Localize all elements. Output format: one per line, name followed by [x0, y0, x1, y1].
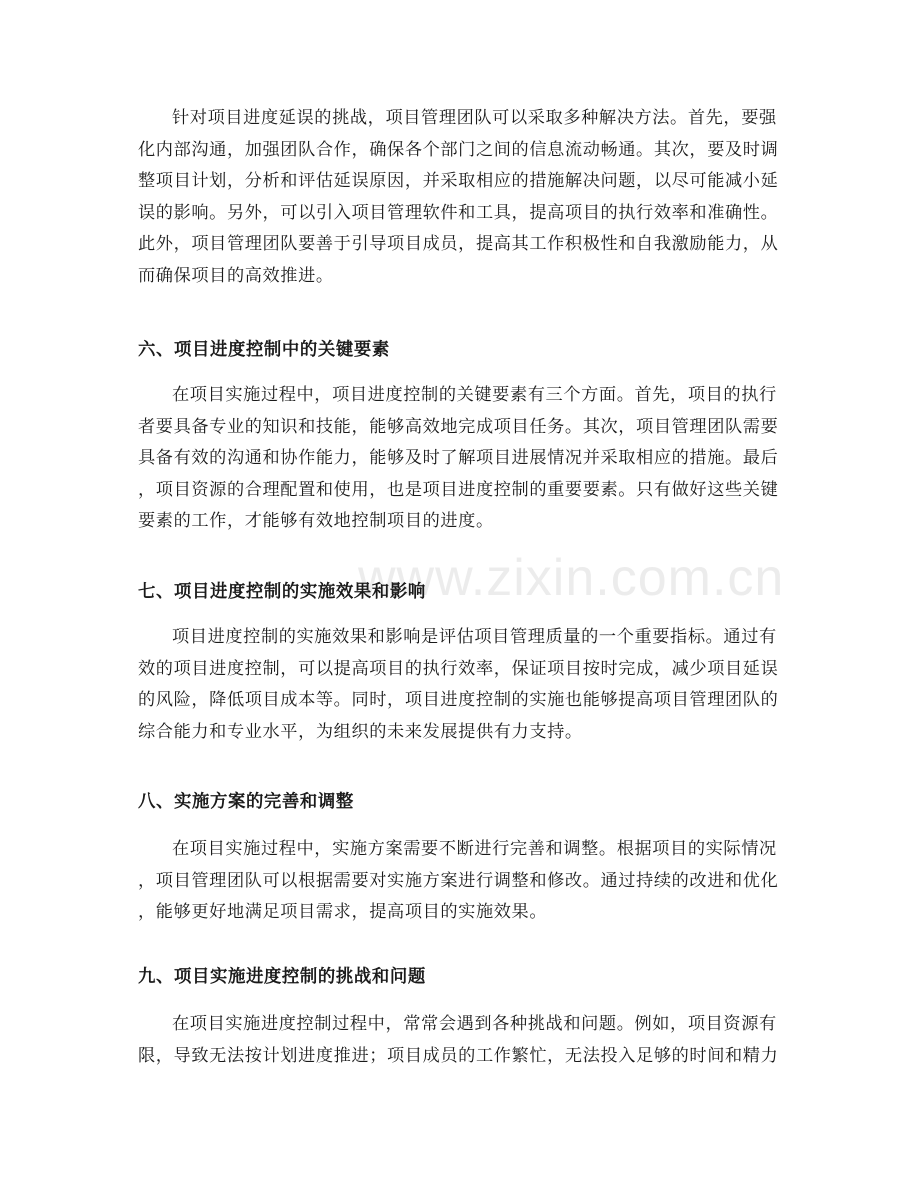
paragraph-line: 在项目实施过程中，实施方案需要不断进行完善和调整。根据项目的实际情况 [172, 839, 777, 859]
paragraph-plan-refinement [138, 834, 786, 929]
section-heading-9: 九、项目实施进度控制的挑战和问题 [138, 967, 426, 987]
paragraph-line: ，项目管理团队可以根据需要对实施方案进行调整和修改。通过持续的改进和优化 [138, 870, 779, 891]
paragraph-line: ，项目资源的合理配置和使用，也是项目进度控制的重要要素。只有做好这些关键 [138, 479, 779, 500]
paragraph-line: 项目进度控制的实施效果和影响是评估项目管理质量的一个重要指标。通过有 [172, 627, 777, 647]
paragraph-line: 误的影响。另外，可以引入项目管理软件和工具，提高项目的执行效率和准确性。 [138, 202, 779, 223]
section-heading-8: 八、实施方案的完善和调整 [138, 792, 354, 812]
paragraph-line: 在项目实施进度控制过程中，常常会遇到各种挑战和问题。例如，项目资源有 [172, 1014, 777, 1034]
paragraph-line: ，能够更好地满足项目需求，提高项目的实施效果。 [138, 902, 548, 923]
paragraph-line: 此外，项目管理团队要善于引导项目成员，提高其工作积极性和自我激励能力，从 [138, 234, 779, 255]
paragraph-line: 而确保项目的高效推进。 [138, 265, 334, 286]
paragraph-key-elements [138, 380, 786, 538]
section-heading-6: 六、项目进度控制中的关键要素 [138, 340, 390, 360]
paragraph-line: 在项目实施过程中，项目进度控制的关键要素有三个方面。首先，项目的执行 [172, 385, 777, 405]
paragraph-delay-solutions [138, 103, 786, 293]
section-heading-7: 七、项目进度控制的实施效果和影响 [138, 582, 426, 602]
paragraph-line: 化内部沟通，加强团队合作，确保各个部门之间的信息流动畅通。其次，要及时调 [138, 139, 779, 160]
paragraph-line: 要素的工作，才能够有效地控制项目的进度。 [138, 511, 494, 532]
paragraph-line: 综合能力和专业水平，为组织的未来发展提供有力支持。 [138, 721, 583, 742]
paragraph-line: 的风险，降低项目成本等。同时，项目进度控制的实施也能够提高项目管理团队的 [138, 690, 779, 711]
paragraph-line: 具备有效的沟通和协作能力，能够及时了解项目进展情况并采取相应的措施。最后 [138, 448, 779, 469]
watermark: www.zixin.com.cn [358, 549, 785, 607]
paragraph-line: 效的项目进度控制，可以提高项目的执行效率，保证项目按时完成，减少项目延误 [138, 658, 779, 679]
paragraph-line: 限，导致无法按计划进度推进；项目成员的工作繁忙，无法投入足够的时间和精力 [138, 1045, 779, 1066]
paragraph-effects [138, 622, 786, 748]
paragraph-line: 针对项目进度延误的挑战，项目管理团队可以采取多种解决方法。首先，要强 [172, 108, 777, 128]
paragraph-line: 整项目计划，分析和评估延误原因，并采取相应的措施解决问题，以尽可能减小延 [138, 171, 779, 192]
paragraph-challenges [138, 1009, 786, 1072]
paragraph-line: 者要具备专业的知识和技能，能够高效地完成项目任务。其次，项目管理团队需要 [138, 416, 779, 437]
